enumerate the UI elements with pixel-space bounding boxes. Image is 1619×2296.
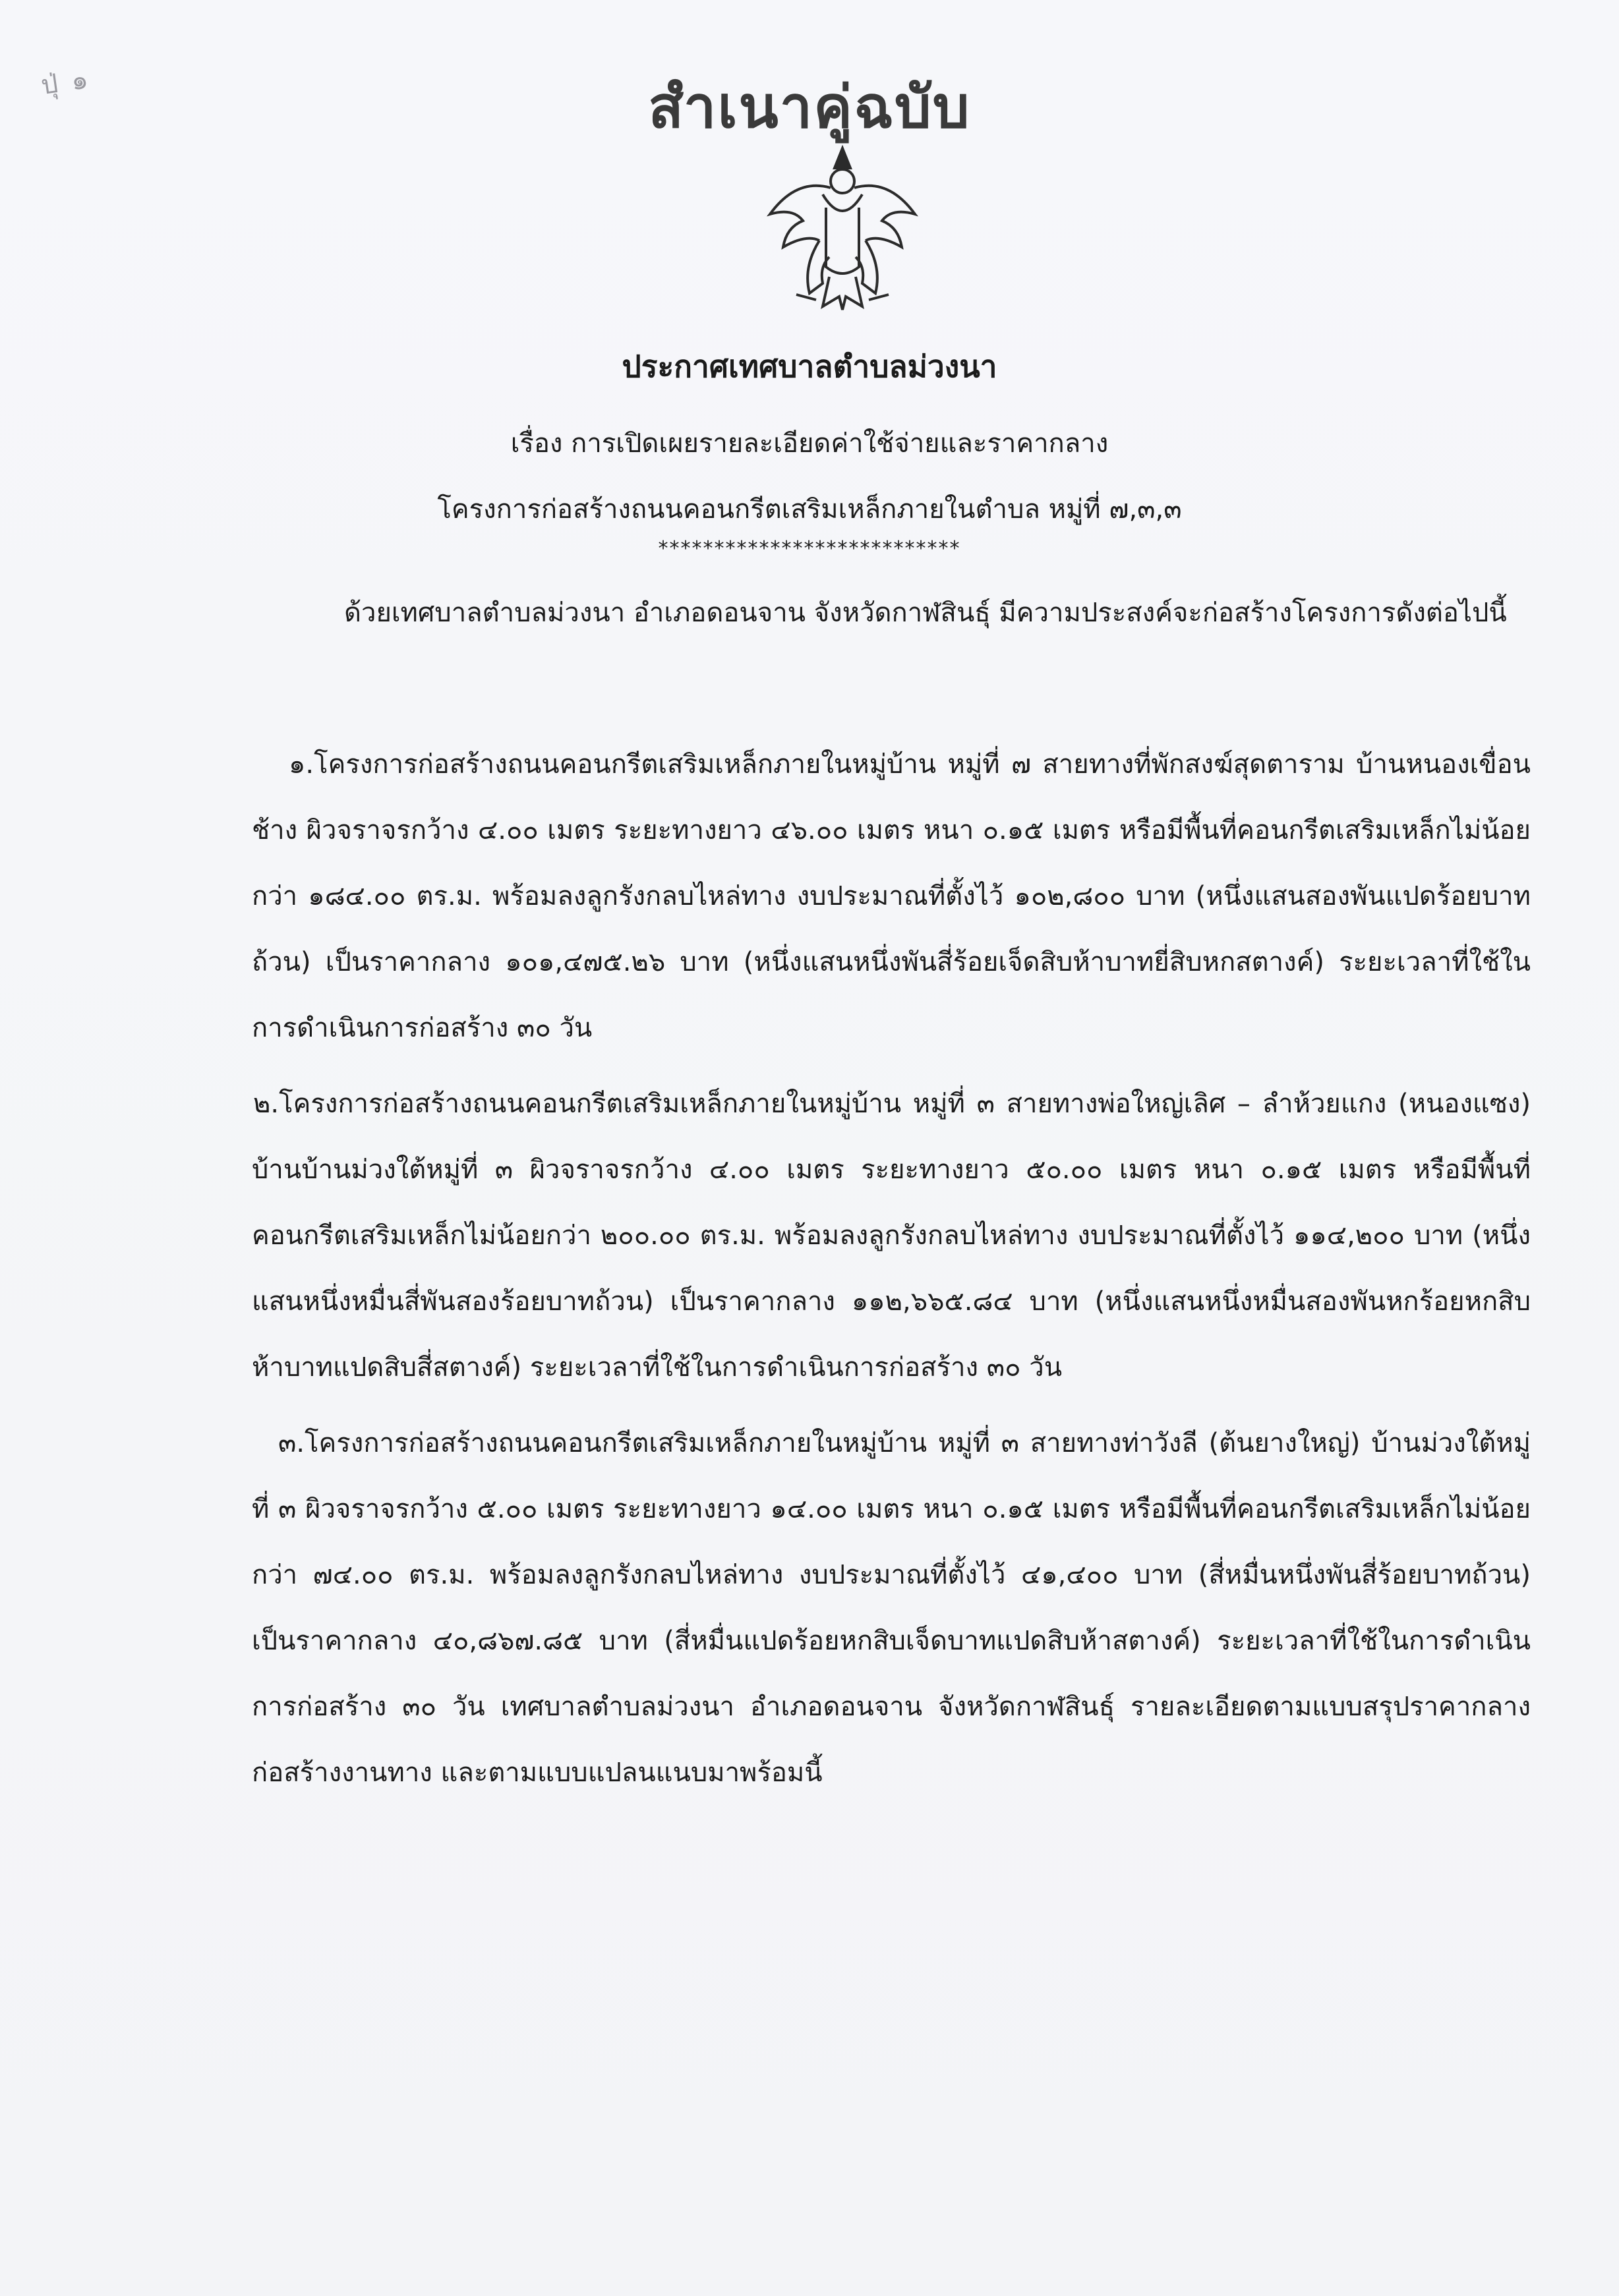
scan-handwritten-mark: ปุ่ ๑ — [39, 63, 93, 101]
project-item-2: ๒.โครงการก่อสร้างถนนคอนกรีตเสริมเหล็กภายในหมู่บ้าน หมู่ที่ ๓ สายทางพ่อใหญ่เลิศ – ลำห้วยแกง (หนองแซง) บ้านบ้านม่วงใต้หมู่ที่ ๓ ผิวจราจรกว้าง ๔.๐๐ เมตร ระยะทางยาว ๕๐.๐๐ เมตร หนา ๐.๑๕ เมตร หรือมีพื้นที่คอนกรีตเสริมเหล็กไม่น้อยกว่า ๒๐๐.๐๐ ตร.ม. พร้อมลงลูกรังกลบไหล่ทาง งบประมาณที่ตั้งไว้ ๑๑๔,๒๐๐ บาท (หนึ่งแสนหนึ่งหมื่นสี่พันสองร้อยบาทถ้วน) เป็นราคากลาง ๑๑๒,๖๖๕.๘๔ บาท (หนึ่งแสนหนึ่งหมื่นสองพันหกร้อยหกสิบห้าบาทแปดสิบสี่สตางค์) ระยะเวลาที่ใช้ในการดำเนินการก่อสร้าง ๓๐ วัน — [252, 1089, 1531, 1383]
subject-line-2: โครงการก่อสร้างถนนคอนกรีตเสริมเหล็กภายในตำบล หมู่ที่ ๗,๓,๓ — [437, 494, 1182, 525]
project-item-1: ๑.โครงการก่อสร้างถนนคอนกรีตเสริมเหล็กภายในหมู่บ้าน หมู่ที่ ๗ สายทางที่พักสงฆ์สุดตาราม บ้านหนองเขื่อนช้าง ผิวจราจรกว้าง ๔.๐๐ เมตร ระยะทางยาว ๔๖.๐๐ เมตร หนา ๐.๑๕ เมตร หรือมีพื้นที่คอนกรีตเสริมเหล็กไม่น้อยกว่า ๑๘๔.๐๐ ตร.ม. พร้อมลงลูกรังกลบไหล่ทาง งบประมาณที่ตั้งไว้ ๑๐๒,๘๐๐ บาท (หนึ่งแสนสองพันแปดร้อยบาทถ้วน) เป็นราคากลาง ๑๐๑,๔๗๕.๒๖ บาท (หนึ่งแสนหนึ่งพันสี่ร้อยเจ็ดสิบห้าบาทยี่สิบหกสตางค์) ระยะเวลาที่ใช้ในการดำเนินการก่อสร้าง ๓๐ วัน — [252, 749, 1531, 1043]
project-item-3: ๓.โครงการก่อสร้างถนนคอนกรีตเสริมเหล็กภายในหมู่บ้าน หมู่ที่ ๓ สายทางท่าวังลี (ต้นยางใหญ่) บ้านม่วงใต้หมู่ที่ ๓ ผิวจราจรกว้าง ๕.๐๐ เมตร ระยะทางยาว ๑๔.๐๐ เมตร หนา ๐.๑๕ เมตร หรือมีพื้นที่คอนกรีตเสริมเหล็กไม่น้อยกว่า ๗๔.๐๐ ตร.ม. พร้อมลงลูกรังกลบไหล่ทาง งบประมาณที่ตั้งไว้ ๔๑,๔๐๐ บาท (สี่หมื่นหนึ่งพันสี่ร้อยบาทถ้วน) เป็นราคากลาง ๔๐,๘๖๗.๘๕ บาท (สี่หมื่นแปดร้อยหกสิบเจ็ดบาทแปดสิบห้าสตางค์) ระยะเวลาที่ใช้ในการดำเนินการก่อสร้าง ๓๐ วัน เทศบาลตำบลม่วงนา อำเภอดอนจาน จังหวัดกาฬสินธุ์ รายละเอียดตามแบบสรุปราคากลางก่อสร้างงานทาง และตามแบบแปลนแนบมาพร้อมนี้ — [252, 1428, 1531, 1788]
garuda-emblem-icon — [757, 142, 928, 313]
announcement-title: ประกาศเทศบาลตำบลม่วงนา — [622, 349, 997, 384]
intro-paragraph: ด้วยเทศบาลตำบลม่วงนา อำเภอดอนจาน จังหวัดกาฬสินธุ์ มีความประสงค์จะก่อสร้างโครงการดังต่อไปนี้ — [344, 598, 1507, 628]
subject-line-1: เรื่อง การเปิดเผยรายละเอียดค่าใช้จ่ายและราคากลาง — [510, 428, 1109, 459]
copy-stamp: สำเนาคู่ฉบับ — [648, 72, 971, 141]
separator-stars: *************************** — [658, 537, 961, 560]
